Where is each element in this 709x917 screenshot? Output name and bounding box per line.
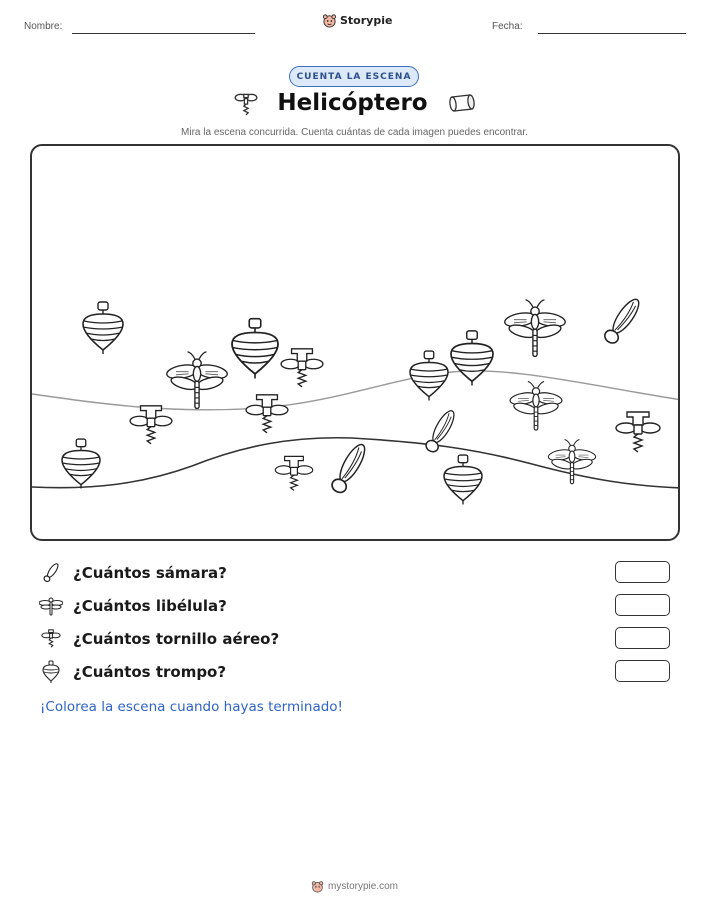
scene-drawing	[32, 146, 680, 541]
name-label: Nombre:	[24, 21, 63, 32]
samara-icon	[40, 562, 62, 584]
answer-box[interactable]	[615, 627, 670, 649]
answer-box[interactable]	[615, 660, 670, 682]
activity-badge: CUENTA LA ESCENA	[289, 66, 419, 87]
storypie-mascot-icon	[311, 880, 324, 893]
footer-site	[0, 880, 709, 893]
spinning-top-icon	[40, 660, 62, 684]
name-line[interactable]	[72, 33, 255, 34]
counting-scene[interactable]	[30, 144, 680, 541]
question-text: ¿Cuántos sámara?	[73, 564, 227, 582]
page-title: Helicóptero	[277, 90, 428, 116]
site-url[interactable]: mystorypie.com	[327, 881, 398, 892]
coloring-instruction: ¡Colorea la escena cuando hayas terminado!	[40, 699, 343, 715]
answer-box[interactable]	[615, 561, 670, 583]
date-line[interactable]	[538, 33, 686, 34]
date-label: Fecha:	[492, 21, 523, 32]
question-text: ¿Cuántos trompo?	[73, 663, 227, 681]
question-text: ¿Cuántos tornillo aéreo?	[73, 630, 280, 648]
aerial-screw-icon	[233, 90, 259, 116]
answer-box[interactable]	[615, 594, 670, 616]
brand-name: Storypie	[340, 14, 393, 27]
aerial-screw-icon	[40, 627, 62, 651]
question-row	[38, 560, 678, 586]
title-row	[0, 90, 709, 116]
instructions: Mira la escena concurrida. Cuenta cuántas de cada imagen puedes encontrar.	[181, 127, 528, 138]
tube-icon	[446, 92, 476, 114]
question-row	[38, 626, 678, 652]
storypie-mascot-icon	[322, 13, 337, 28]
brand-logo	[322, 13, 392, 28]
question-row	[38, 593, 678, 619]
question-text: ¿Cuántos libélula?	[73, 597, 227, 615]
question-row	[38, 659, 678, 685]
dragonfly-icon	[39, 595, 63, 617]
